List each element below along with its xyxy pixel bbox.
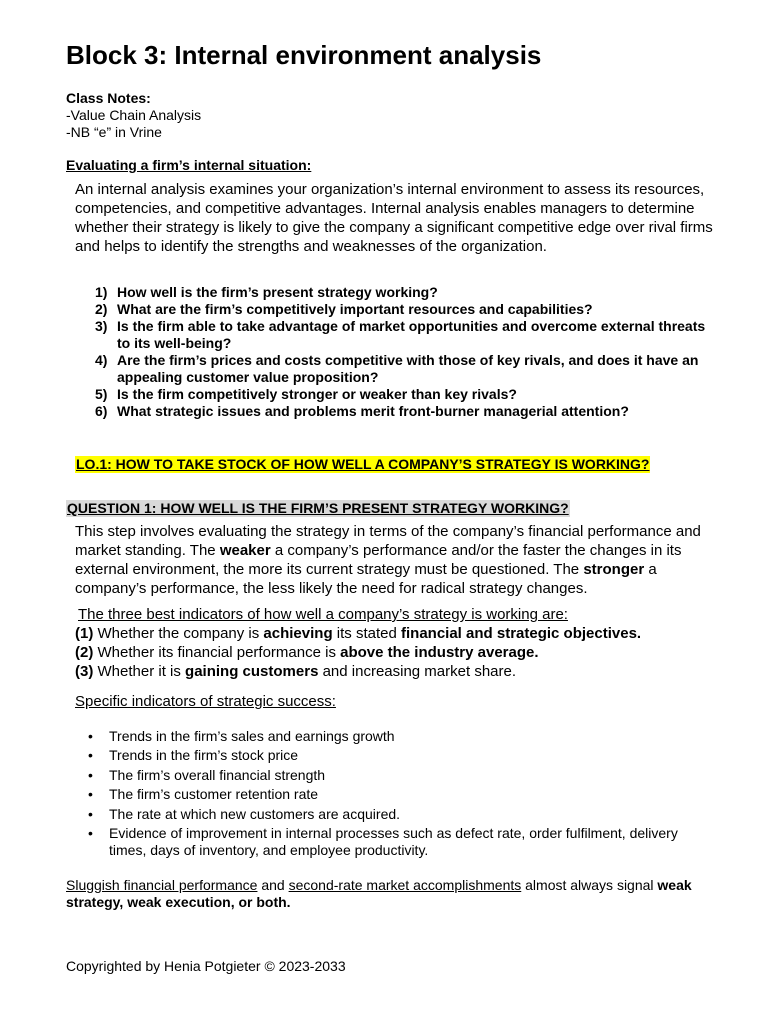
list-item — [95, 403, 715, 420]
indicators-heading: The three best indicators of how well a company’s strategy is working are: — [78, 606, 568, 623]
list-text: What strategic issues and problems merit front-burner managerial attention? — [117, 403, 629, 419]
bullet-icon: • — [88, 747, 93, 764]
class-notes-item: -NB “e” in Vrine — [66, 124, 162, 140]
bullet-icon: • — [88, 728, 93, 744]
list-number: 6) — [95, 403, 108, 419]
indicator-number: (3) — [75, 663, 94, 680]
indicator-text: Whether it is — [93, 663, 186, 680]
list-text: Trends in the firm’s sales and earnings growth — [109, 728, 395, 744]
closing-text: almost always signal — [521, 877, 658, 893]
indicator-item — [75, 643, 641, 662]
list-number: 2) — [95, 301, 108, 317]
list-number: 5) — [95, 386, 108, 402]
question-list — [95, 284, 715, 420]
closing-emphasis: weak strategy, weak execution, or both. — [66, 877, 692, 910]
class-notes — [66, 90, 201, 141]
list-text: Are the firm’s prices and costs competitive with those of key rivals, and does it have an appealing customer value proposition? — [117, 352, 699, 385]
indicator-emphasis: gaining customers — [185, 663, 319, 680]
list-text: The firm’s customer retention rate — [109, 786, 319, 803]
copyright-footer: Copyrighted by Henia Potgieter © 2023-2033 — [66, 958, 346, 974]
paragraph-text: This step involves evaluating the strategy in terms of the company’s financial performance and market standing. The — [75, 523, 701, 559]
list-item — [95, 386, 715, 403]
class-notes-label: Class Notes: — [66, 90, 151, 106]
emphasis-weaker: weaker — [219, 542, 271, 559]
list-item — [88, 767, 708, 784]
list-text: The firm’s overall financial strength — [109, 766, 326, 783]
list-number: 1) — [95, 284, 108, 300]
list-text: Trends in the firm’s stock price — [109, 747, 299, 764]
emphasis-stronger: stronger — [583, 561, 645, 578]
bullet-list — [88, 728, 708, 861]
list-item — [88, 747, 708, 764]
indicators-list — [75, 624, 641, 681]
closing-statement — [66, 877, 706, 911]
list-item — [88, 825, 708, 859]
learning-outcome-heading: LO.1: HOW TO TAKE STOCK OF HOW WELL A COMPANY’S STRATEGY IS WORKING? — [76, 456, 650, 472]
bullet-icon: • — [88, 805, 93, 822]
indicator-text: Whether the company is — [93, 625, 264, 642]
indicator-emphasis: achieving — [263, 625, 333, 642]
indicator-text: and increasing market share. — [318, 663, 517, 680]
indicator-number: (2) — [75, 644, 94, 661]
closing-underlined: Sluggish financial performance — [66, 877, 258, 893]
list-item — [95, 318, 715, 352]
list-item — [95, 352, 715, 386]
list-text: The rate at which new customers are acquired. — [109, 805, 401, 822]
paragraph-text: a company’s performance and/or the faster the changes in its external environment, the more its current strategy must be questioned. The — [75, 542, 682, 578]
list-item — [88, 806, 708, 823]
intro-paragraph: An internal analysis examines your organization’s internal environment to assess its resources, competencies, and competitive advantages. Internal analysis enables managers to determine whether their strategy is likely to give the company a significant competitive edge over rival firms and helps to identify the strengths and weaknesses of the organization. — [75, 181, 713, 255]
list-text: What are the firm’s competitively important resources and capabilities? — [117, 301, 593, 317]
section-heading-internal-situation: Evaluating a firm’s internal situation: — [66, 157, 312, 173]
list-item — [95, 284, 715, 301]
indicator-item — [75, 662, 641, 681]
list-text: How well is the firm’s present strategy working? — [117, 284, 438, 300]
list-text: Is the firm able to take advantage of market opportunities and overcome external threats to its well-being? — [117, 318, 706, 351]
paragraph-text: a company’s performance, the less likely the need for radical strategy changes. — [75, 561, 657, 597]
indicator-text: Whether its financial performance is — [93, 644, 341, 661]
closing-text: and — [257, 877, 289, 893]
closing-underlined: second-rate market accomplishments — [288, 877, 522, 893]
question1-paragraph — [75, 522, 715, 598]
question1-heading: QUESTION 1: HOW WELL IS THE FIRM’S PRESENT STRATEGY WORKING? — [67, 500, 569, 516]
bullet-icon: • — [88, 766, 93, 783]
bullet-icon: • — [88, 786, 93, 803]
class-notes-item: -Value Chain Analysis — [66, 107, 202, 123]
bullet-icon: • — [88, 824, 93, 841]
indicator-number: (1) — [75, 625, 94, 642]
indicator-emphasis: financial and strategic objectives. — [401, 625, 642, 642]
page-title: Block 3: Internal environment analysis — [66, 40, 542, 70]
list-text: Is the firm competitively stronger or weaker than key rivals? — [117, 386, 517, 402]
list-item — [88, 786, 708, 803]
list-number: 3) — [95, 318, 108, 334]
list-number: 4) — [95, 352, 108, 368]
indicator-emphasis: above the industry average. — [340, 644, 539, 661]
specific-indicators-heading: Specific indicators of strategic success: — [75, 693, 336, 710]
list-item — [95, 301, 715, 318]
indicator-item — [75, 624, 641, 643]
list-item — [88, 728, 708, 745]
list-text: Evidence of improvement in internal processes such as defect rate, order fulfilment, delivery times, days of inventory, and employee productivity. — [109, 824, 678, 858]
indicator-text: its stated — [332, 625, 401, 642]
